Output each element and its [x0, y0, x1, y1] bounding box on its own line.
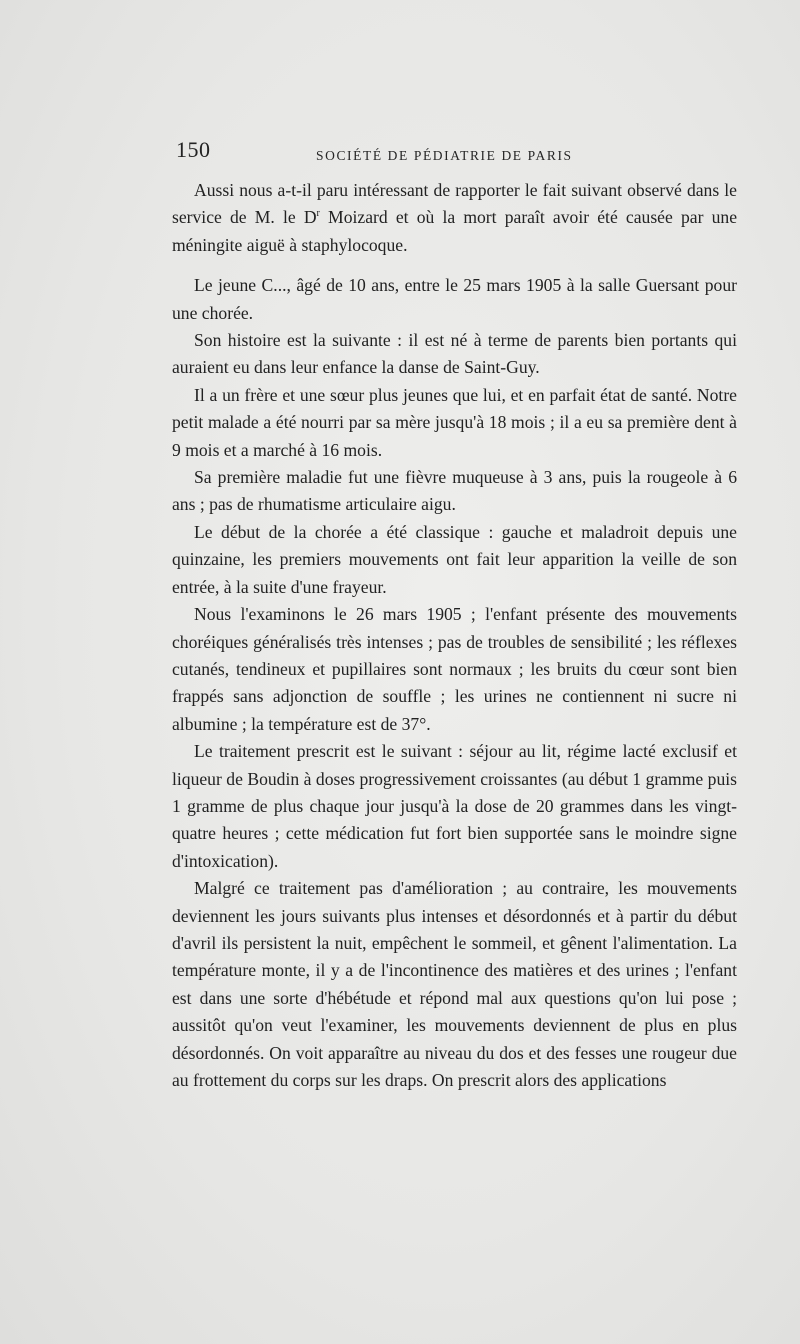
paragraph-exam: Nous l'examinons le 26 mars 1905 ; l'enfant présente des mouvements choréiques généralisés très intenses ; pas de troubles de sensibilité ; les réflexes cutanés, tendineux et pupillaires sont normaux ; les bruits du cœur sont bien frappés sans adjonction de souffle ; les urines ne contiennent ni sucre ni albumine ; la température est de 37°. [172, 604, 737, 734]
paragraph-onset: Le début de la chorée a été classique : gauche et maladroit depuis une quinzaine, les premiers mouvements ont fait leur apparition la veille de son entrée, à la suite d'une frayeur. [172, 521, 737, 597]
paragraph-history: Son histoire est la suivante : il est né à terme de parents bien portants qui auraient eu dans leur enfance la danse de Saint-Guy. [172, 330, 737, 378]
paragraph-intro: Aussi nous a-t-il paru intéressant de rapporter le fait suivant observé dans le service de M. le $D^r$ Moizard et où la mort paraît avoir été causée par une méningite aiguë à staphylocoque. [172, 180, 738, 255]
running-title: SOCIÉTÉ DE PÉDIATRIE DE PARIS [316, 148, 573, 163]
page-number: 150 [176, 137, 211, 162]
body-text [172, 177, 737, 1094]
paragraph-illness: Sa première maladie fut une fièvre muqueuse à 3 ans, puis la rougeole à 6 ans ; pas de rhumatisme articulaire aigu. [172, 467, 737, 515]
paragraph-progress: Malgré ce traitement pas d'amélioration ; au contraire, les mouvements deviennent les jours suivants plus intenses et désordonnés et à partir du début d'avril ils persistent la nuit, empêchent le sommeil, et gênent l'alimentation. La température monte, il y a de l'incontinence des matières et des urines ; l'enfant est dans une sorte d'hébétude et répond mal aux questions qu'on lui pose ; aussitôt qu'on veut l'examiner, les mouvements deviennent de plus en plus désordonnés. On voit apparaître au niveau du dos et des fesses une rougeur due au frottement du corps sur les draps. On prescrit alors des applications [172, 878, 737, 1090]
paragraph-family: Il a un frère et une sœur plus jeunes que lui, et en parfait état de santé. Notre petit malade a été nourri par sa mère jusqu'à 18 mois ; il a eu sa première dent à 9 mois et a marché à 16 mois. [172, 384, 737, 460]
paragraph-patient: Le jeune C..., âgé de 10 ans, entre le 25 mars 1905 à la salle Guersant pour une chorée. [172, 275, 737, 323]
paragraph-treatment: Le traitement prescrit est le suivant : séjour au lit, régime lacté exclusif et liqueur de Boudin à doses progressivement croissantes (au début 1 gramme puis 1 gramme de plus chaque jour jusqu'à la dose de 20 grammes dans les vingt-quatre heures ; cette médication fut fort bien supportée sans le moindre signe d'intoxication). [172, 741, 737, 871]
